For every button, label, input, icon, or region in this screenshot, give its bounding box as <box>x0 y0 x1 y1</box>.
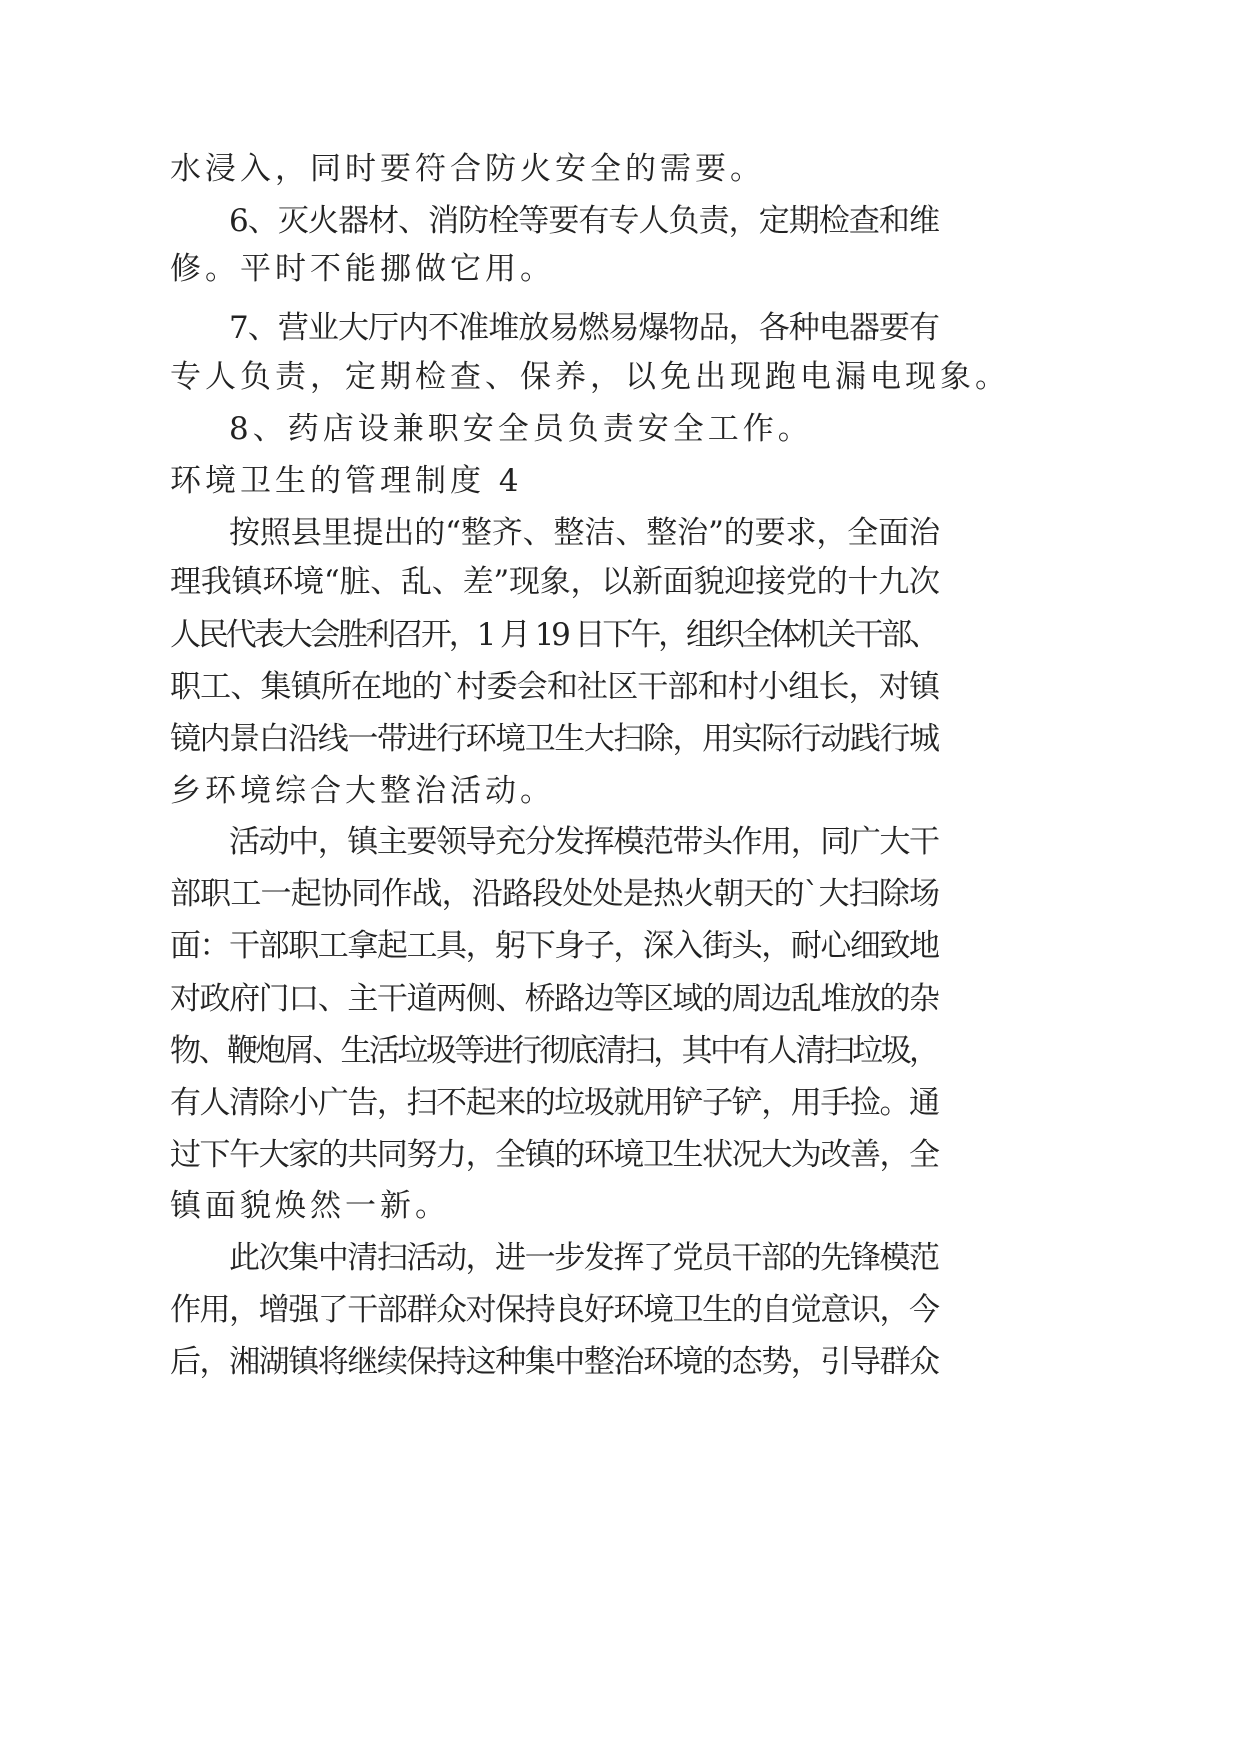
line-text: 修。平时不能挪做它用。 <box>170 251 555 287</box>
line-text: 物、鞭炮屑、生活垃圾等进行彻底清扫，其中有人清扫垃圾， <box>170 1033 938 1069</box>
line-text: 过下午大家的共同努力，全镇的环境卫生状况大为改善，全 <box>170 1137 939 1173</box>
line-text: 环境卫生的管理制度 4 <box>170 463 523 499</box>
paragraph-line <box>0 720 1241 758</box>
line-text: 人民代表大会胜利召开，1 月 19 日下午，组织全体机关干部、 <box>170 617 937 653</box>
paragraph-line <box>0 1291 1241 1329</box>
paragraph-line <box>0 1084 1241 1122</box>
line-text: 后，湘湖镇将继续保持这种集中整治环境的态势，引导群众 <box>170 1344 939 1380</box>
line-text: 水浸入，同时要符合防火安全的需要。 <box>170 151 765 187</box>
paragraph-line <box>0 927 1241 965</box>
line-text: 乡环境综合大整治活动。 <box>170 773 555 809</box>
paragraph-line <box>0 202 1241 240</box>
line-text: 8、药店设兼职安全员负责安全工作。 <box>229 411 813 447</box>
paragraph-line <box>0 514 1241 552</box>
paragraph-line <box>0 772 1241 810</box>
paragraph-line <box>0 980 1241 1018</box>
line-text: 镇面貌焕然一新。 <box>170 1188 450 1224</box>
paragraph-line <box>0 823 1241 861</box>
paragraph-line <box>0 1239 1241 1277</box>
paragraph-line <box>0 668 1241 706</box>
line-text: 理我镇环境“脏、乱、差”现象，以新面貌迎接党的十九次 <box>170 564 940 600</box>
paragraph-line <box>0 1032 1241 1070</box>
line-text: 镜内景白沿线一带进行环境卫生大扫除，用实际行动践行城 <box>170 721 939 757</box>
line-text: 专人负责，定期检查、保养，以免出现跑电漏电现象。 <box>170 359 1010 395</box>
line-text: 职工、集镇所在地的`村委会和社区干部和村小组长，对镇 <box>170 669 940 705</box>
line-text: 有人清除小广告，扫不起来的垃圾就用铲子铲，用手捡。通 <box>170 1085 939 1121</box>
section-heading <box>0 462 1241 500</box>
line-text: 活动中，镇主要领导充分发挥模范带头作用，同广大干 <box>229 824 939 860</box>
paragraph-line <box>0 563 1241 601</box>
line-text: 面：干部职工拿起工具，躬下身子，深入街头，耐心细致地 <box>170 928 939 964</box>
paragraph-line <box>0 309 1241 347</box>
line-text: 部职工一起协同作战，沿路段处处是热火朝天的`大扫除场 <box>170 876 940 912</box>
paragraph-line <box>0 358 1241 396</box>
line-text: 对政府门口、主干道两侧、桥路边等区域的周边乱堆放的杂 <box>170 981 939 1017</box>
line-text: 此次集中清扫活动，进一步发挥了党员干部的先锋模范 <box>229 1240 939 1276</box>
line-text: 7、营业大厅内不准堆放易燃易爆物品，各种电器要有 <box>229 310 940 346</box>
paragraph-line <box>0 1187 1241 1225</box>
paragraph-line <box>0 1136 1241 1174</box>
paragraph-line <box>0 250 1241 288</box>
line-text: 6、灭火器材、消防栓等要有专人负责，定期检查和维 <box>229 203 940 239</box>
line-text: 作用，增强了干部群众对保持良好环境卫生的自觉意识，今 <box>170 1292 939 1328</box>
paragraph-line <box>0 616 1241 654</box>
paragraph-line <box>0 410 1241 448</box>
paragraph-line <box>0 150 1241 188</box>
paragraph-line <box>0 875 1241 913</box>
paragraph-line <box>0 1343 1241 1381</box>
line-text: 按照县里提出的“整齐、整洁、整治”的要求，全面治 <box>229 515 940 551</box>
